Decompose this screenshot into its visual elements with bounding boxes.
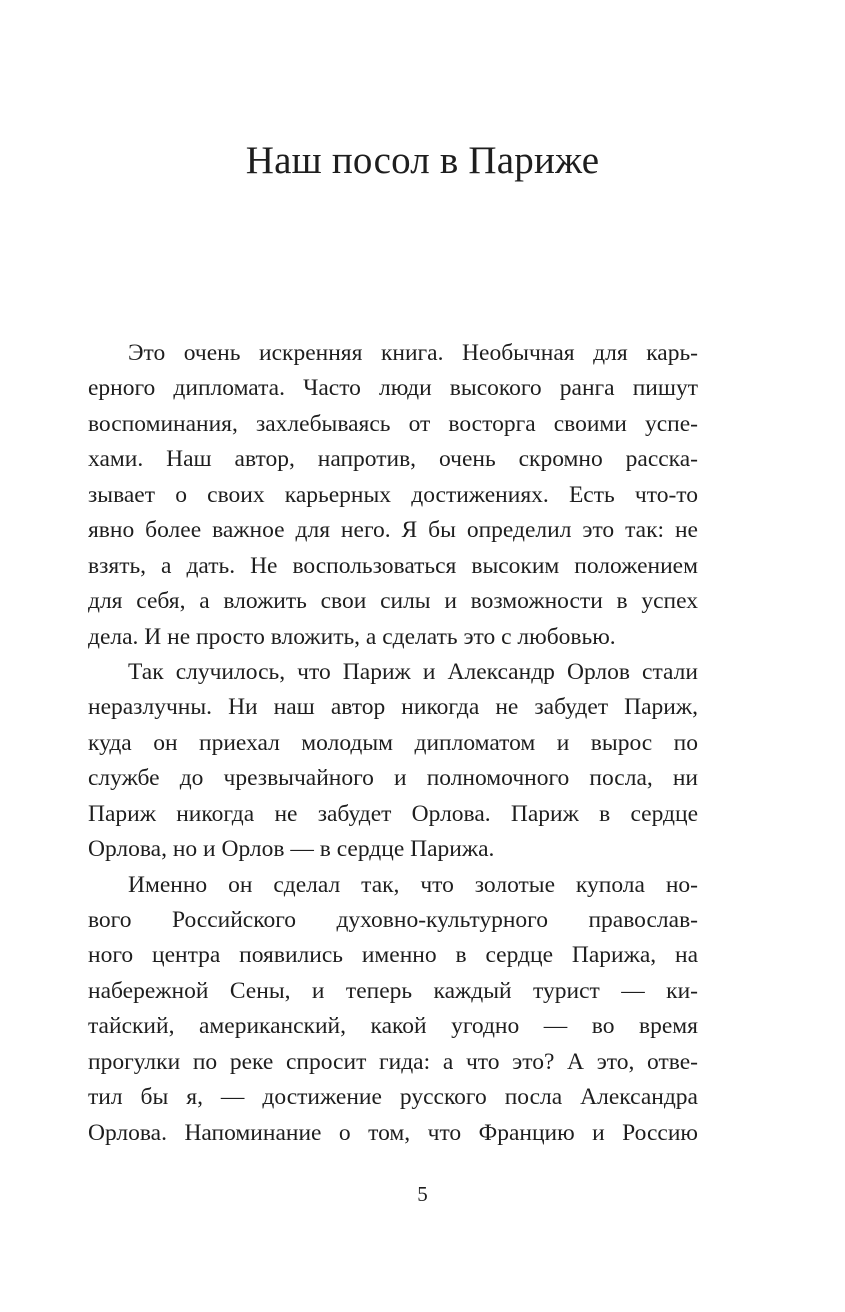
text-line: Париж никогда не забудет Орлова. Париж в сердце <box>88 800 698 827</box>
text-line: дела. И не просто вложить, а сделать это с любовью. <box>88 623 616 650</box>
text-line: набережной Сены, и теперь каждый турист — ки- <box>88 977 698 1004</box>
paragraph <box>88 336 698 655</box>
text-line: Это очень искренняя книга. Необычная для карь- <box>128 340 698 366</box>
text-line: неразлучны. Ни наш автор никогда не забудет Париж, <box>88 694 698 721</box>
text-line: ерного дипломата. Часто люди высокого ранга пишут <box>88 375 698 402</box>
text-line: зывает о своих карьерных достижениях. Есть что-то <box>88 481 698 508</box>
text-line: Именно он сделал так, что золотые купола но- <box>128 871 698 898</box>
paragraph <box>88 868 698 1152</box>
text-line: службе до чрезвычайного и полномочного посла, ни <box>88 765 698 792</box>
chapter-title: Наш посол в Париже <box>245 139 600 182</box>
body-text <box>88 336 698 1151</box>
text-line: хами. Наш автор, напротив, очень скромно расска- <box>88 446 698 473</box>
text-line: вого Российского духовно-культурного православ- <box>88 907 698 933</box>
text-line: для себя, а вложить свои силы и возможности в успех <box>88 588 698 615</box>
text-line: явно более важное для него. Я бы определил это так: не <box>88 517 698 544</box>
text-line: Орлова. Напоминание о том, что Францию и Россию <box>88 1119 698 1146</box>
text-line: ного центра появились именно в сердце Парижа, на <box>88 942 698 969</box>
text-line: прогулки по реке спросит гида: а что это? А это, отве- <box>88 1048 698 1075</box>
text-line: взять, а дать. Не воспользоваться высоким положением <box>88 552 698 579</box>
text-line: Орлова, но и Орлов — в сердце Парижа. <box>88 836 495 863</box>
text-line: куда он приехал молодым дипломатом и вырос по <box>88 729 698 756</box>
text-line: Так случилось, что Париж и Александр Орлов стали <box>128 658 698 685</box>
text-line: воспоминания, захлебываясь от восторга своими успе- <box>88 410 698 437</box>
paragraph <box>88 655 698 868</box>
page-number: 5 <box>417 1182 428 1206</box>
text-line: тил бы я, — достижение русского посла Александра <box>88 1084 698 1111</box>
text-line: тайский, американский, какой угодно — во время <box>88 1013 698 1040</box>
